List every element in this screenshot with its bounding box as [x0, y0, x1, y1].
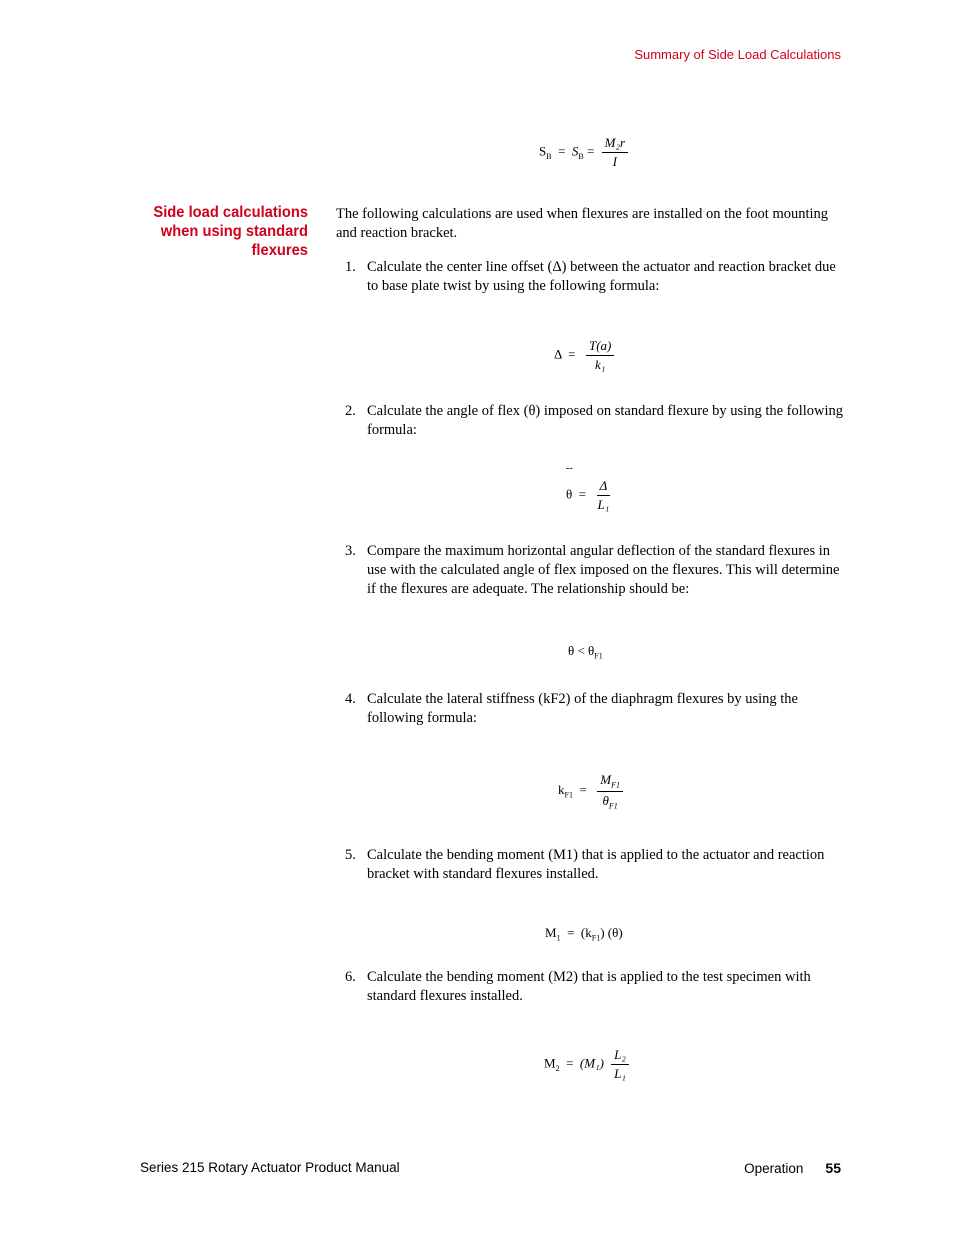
step-2-number: 2.: [345, 403, 356, 419]
formula-m2-numerator: L₂: [611, 1047, 629, 1065]
formula-sb-fraction: [602, 135, 628, 170]
formula-kf-lhs: k: [558, 782, 565, 798]
formula-m1: $M_1 = (k_{F1})$ (θ): [545, 925, 623, 943]
formula-m1-rhs-sub: F1: [591, 933, 601, 943]
formula-section-modulus: $S_B = S_B$ = $\frac{\text{M₂r}}{I}$: [539, 135, 628, 170]
section-heading-line-2: when using standard: [160, 223, 308, 240]
step-2-text: Calculate the angle of flex (θ) imposed on standard flexure by using the following formula:: [367, 403, 844, 438]
formula-sb-mid: S: [571, 143, 579, 159]
formula-m2-fraction: [611, 1047, 629, 1082]
formula-sb-lhs-sub: B: [546, 152, 552, 162]
formula-kf-den-text: θ: [602, 792, 609, 808]
formula-theta-denominator: L₁: [597, 497, 610, 512]
formula-theta-lhs: θ: [566, 486, 573, 502]
footer-manual-title: Series 215 Rotary Actuator Product Manual: [140, 1160, 400, 1175]
formula-m2: $M_2 = (M_1)$ $\frac{\text{L₂}}{\text{L₁}}$: [544, 1047, 629, 1082]
formula-kf-den-sub: F1: [608, 801, 618, 811]
formula-sb-lhs: S: [539, 143, 547, 159]
formula-delta-numerator: T(a): [586, 338, 614, 356]
formula-delta: Δ = $\frac{T(a)}{\text{k₁}}$: [554, 338, 614, 373]
step-1-text: Calculate the center line offset (Δ) between the actuator and reaction bracket due to base plate twist by using the following formula:: [367, 259, 836, 294]
formula-sb-numerator: M₂r: [602, 135, 628, 153]
step-6-text: Calculate the bending moment (M2) that is applied to the test specimen with standard flexures installed.: [367, 969, 811, 1004]
step-1-number: 1.: [345, 259, 356, 275]
running-header: Summary of Side Load Calculations: [634, 47, 841, 62]
step-4: [345, 690, 845, 728]
step-4-number: 4.: [345, 691, 356, 707]
formula-delta-lhs: Δ: [554, 346, 562, 362]
step-3: [345, 542, 845, 599]
section-heading-line-3: flexures: [251, 242, 308, 259]
step-4-text: Calculate the lateral stiffness (kF2) of the diaphragm flexures by using the following formula:: [367, 691, 798, 726]
formula-m2-denominator: L₁: [614, 1066, 626, 1081]
formula-m1-rhs-a: (k: [580, 925, 592, 940]
formula-kf-numerator: [597, 772, 623, 792]
step-5-number: 5.: [345, 847, 356, 863]
formula-theta-numerator: Δ: [597, 478, 611, 496]
formula-kf-num-sub: F1: [611, 780, 621, 790]
formula-sb-mid-sub: B: [578, 152, 584, 162]
formula-theta: θ = $\frac{\Delta}{\text{L₁}}$: [566, 478, 610, 512]
formula-kf-fraction: [597, 772, 623, 810]
footer-right: [744, 1160, 841, 1176]
step-6-number: 6.: [345, 969, 356, 985]
formula-m1-rhs-b: ) (θ): [600, 925, 623, 940]
formula-relation: [568, 643, 603, 661]
formula-m2-rhs: (M₁): [579, 1055, 604, 1071]
formula-m1-lhs-sub: 1: [556, 933, 561, 943]
step-6: [345, 968, 845, 1006]
formula-m1-lhs: M: [545, 925, 557, 940]
formula-m2-lhs: M: [544, 1055, 556, 1071]
formula-delta-fraction: [586, 338, 614, 373]
step-3-text: Compare the maximum horizontal angular deflection of the standard flexures in use with the calculated angle of flex imposed on the flexures. This will determine if the flexures are adequate. The relationship should be:: [367, 543, 840, 597]
step-1: [345, 258, 845, 296]
formula-sb-denominator: I: [612, 154, 617, 169]
formula-relation-sub: F1: [594, 651, 603, 661]
formula-stiffness: $k_{F1}$ = $\frac{M_{F1}}{\theta_{F1}}$: [558, 772, 623, 810]
section-heading: [133, 203, 308, 260]
formula-kf-denominator: [597, 792, 623, 811]
formula-delta-denominator: k₁: [595, 357, 606, 372]
formula-theta-fraction: [597, 478, 611, 513]
formula-kf-num-text: M: [600, 772, 612, 787]
footer-page-number: 55: [825, 1160, 841, 1176]
step-5: [345, 846, 845, 884]
step-2: [345, 402, 845, 440]
footer-chapter: Operation: [744, 1161, 804, 1176]
section-heading-line-1: Side load calculations: [153, 204, 308, 221]
formula-relation-text: θ < θ: [568, 643, 595, 658]
formula-m2-lhs-sub: 2: [555, 1064, 560, 1074]
step-3-number: 3.: [345, 543, 356, 559]
section-intro: The following calculations are used when flexures are installed on the foot mounting and reaction bracket.: [336, 206, 829, 241]
formula-kf-lhs-sub: F1: [564, 790, 573, 800]
formula-theta-mark: --: [566, 463, 573, 474]
step-5-text: Calculate the bending moment (M1) that is applied to the actuator and reaction bracket with standard flexures installed.: [367, 847, 825, 882]
